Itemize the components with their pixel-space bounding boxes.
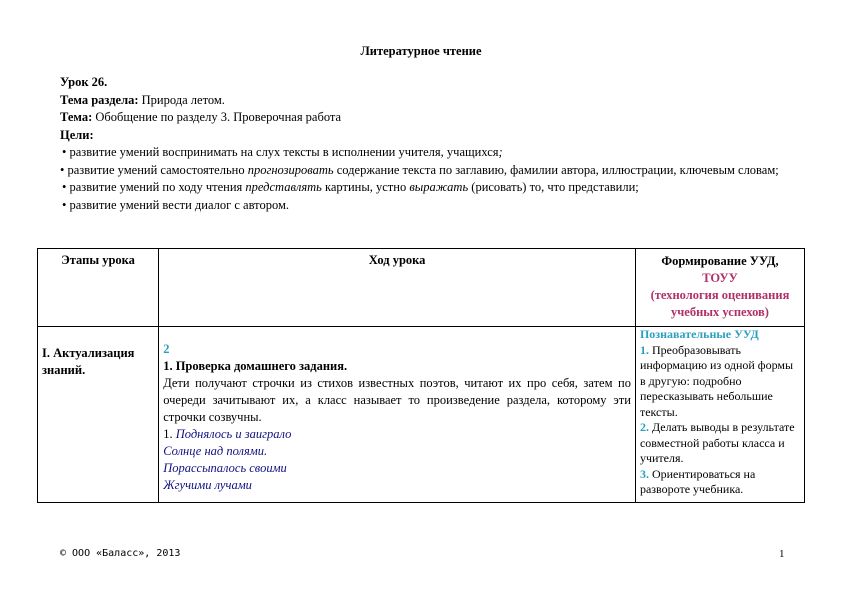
goal-text: • развитие умений вести диалог с автором. — [62, 197, 290, 212]
uud-item-text: Делать выводы в результате совместной работы класса и учителя. — [639, 420, 795, 465]
goal-text: • развитие умений по ходу чтения — [62, 180, 246, 194]
goal-text: картины, устно — [321, 180, 410, 194]
slide-number: 2 — [163, 342, 170, 356]
document-title: Литературное чтение — [360, 44, 482, 58]
uud-item-number: 3. — [639, 466, 649, 481]
poem-line: Солнце над полями. — [163, 444, 268, 458]
goals-label: Цели: — [60, 127, 94, 142]
uud-item-number: 2. — [639, 420, 649, 434]
goal-text: (рисовать) то, что представили; — [468, 180, 639, 194]
uud-item-text: Ориентироваться на развороте учебника. — [639, 466, 756, 496]
section-label: Тема раздела: — [60, 92, 139, 107]
poem-number: 1. — [163, 427, 173, 441]
header-uud — [635, 249, 804, 327]
uud-title: Познавательные УУД — [639, 327, 759, 341]
course-cell — [159, 327, 636, 503]
copyright-footer: © ООО «Баласс», 2013 — [60, 548, 181, 559]
table-header-row — [38, 249, 805, 327]
header-course: Ход урока — [159, 249, 636, 327]
goal-item — [60, 162, 784, 180]
poem-line: Порассыпалось своими — [163, 461, 287, 475]
stage-cell: I. Актуализация знаний. — [38, 327, 159, 503]
uud-item — [640, 467, 800, 498]
lesson-number: Урок 26. — [60, 75, 108, 89]
page-number: 1 — [779, 548, 785, 560]
uud-item — [640, 343, 800, 421]
goal-text: • развитие умений воспринимать на слух тексты в исполнении учителя, учащихся — [62, 145, 499, 159]
uud-item-text: Преобразовывать информацию из одной формы в другую: подробно пересказывать небольшие тексты. — [639, 342, 794, 419]
header-uud-line3: (технология оценивания учебных успехов) — [650, 288, 790, 319]
lesson-header — [60, 74, 784, 214]
goal-text: содержание текста по заглавию, фамилии автора, иллюстрации, ключевым словам; — [333, 162, 779, 177]
poem-line: Жгучими лучами — [163, 478, 252, 492]
topic-value: Обобщение по разделу 3. Проверочная работа — [95, 110, 342, 124]
goal-emphasis: прогнозировать — [247, 162, 334, 177]
header-stages: Этапы урока — [38, 249, 159, 327]
goal-item — [60, 179, 784, 197]
uud-item — [640, 420, 800, 467]
goal-emphasis: выражать — [409, 180, 469, 194]
poem-line — [163, 426, 631, 443]
goal-item — [60, 197, 784, 215]
header-uud-line1: Формирование УУД, — [661, 254, 779, 268]
section-line — [60, 92, 784, 110]
goal-emphasis: ; — [498, 145, 503, 159]
uud-cell — [635, 327, 804, 503]
table-row — [38, 327, 805, 503]
topic-label: Тема: — [60, 110, 93, 124]
task-text: Дети получают строчки из стихов известных поэтов, читают их про себя, затем по очереди зачитывают их, а класс называет то произведение раздела, которому эти строчки созвучны. — [163, 376, 631, 424]
section-value: Природа летом. — [141, 92, 225, 107]
task-title: 1. Проверка домашнего задания. — [163, 359, 348, 373]
goal-emphasis: представлять — [245, 180, 322, 194]
header-uud-line2: ТОУУ — [702, 271, 738, 285]
uud-item-number: 1. — [639, 342, 649, 357]
poem-text: Поднялось и заиграло — [175, 427, 292, 441]
goal-text: • развитие умений самостоятельно — [60, 162, 248, 177]
lesson-plan-table — [37, 248, 805, 503]
goal-item — [60, 144, 784, 162]
topic-line — [60, 109, 784, 127]
